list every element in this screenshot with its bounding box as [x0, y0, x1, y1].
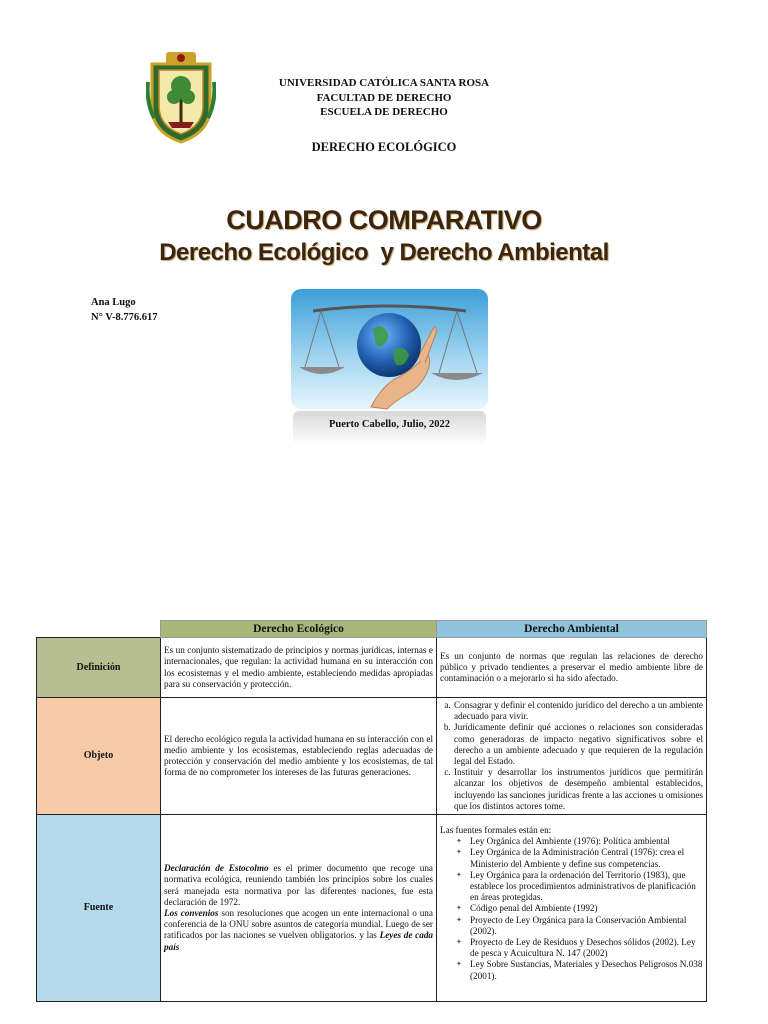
- leyes-prefix: y las: [359, 930, 380, 941]
- cell-fuente-ecologico: [161, 815, 437, 1002]
- row-label-definicion: Definición: [37, 638, 161, 698]
- empty-corner-cell: [37, 621, 161, 638]
- list-item: a. Consagrar y definir el contenido jurídico del derecho a un ambiente adecuado para vivir.: [453, 700, 703, 722]
- school-name: ESCUELA DE DERECHO: [320, 106, 448, 118]
- table-header-row: [37, 621, 707, 638]
- comparison-table: [36, 620, 707, 1002]
- estocolmo-term: Declaración de Estocolmo: [164, 863, 269, 874]
- author-name: Ana Lugo: [91, 297, 136, 308]
- col-header-ambiental: Derecho Ambiental: [437, 621, 707, 638]
- cell-fuente-ambiental: [437, 815, 707, 1002]
- table-row-fuente: [37, 815, 707, 1002]
- objeto-ambiental-list: [440, 700, 703, 812]
- estocolmo-text: es el primer documento que recoge una normativa ecológica, reuniendo también los principios sobre los cuales será manejada esta normativa por las diferentes naciones, fue esta declaración de 1972.: [164, 863, 433, 907]
- fuentes-intro: Las fuentes formales están en:: [440, 825, 552, 836]
- list-item: ✦ Ley Orgánica del Ambiente (1976): Política ambiental: [470, 836, 703, 847]
- document-subtitle: Derecho Ecológico y Derecho Ambiental: [159, 239, 609, 266]
- convenios-term: Los convenios: [164, 908, 219, 919]
- col-header-ecologico: Derecho Ecológico: [161, 621, 437, 638]
- row-label-fuente: Fuente: [37, 815, 161, 1002]
- cell-objeto-ecologico: El derecho ecológico regula la actividad humana en su interacción con el medio ambiente y los ecosistemas, estableciendo reglas adecuadas de protección y conservación del medio ambiente y los ecosistemas, de tal forma de no comprometer los intereses de las futuras generaciones.: [161, 698, 437, 815]
- list-item: b. Jurídicamente definir qué acciones o relaciones son consideradas como generadoras de impacto negativo significativos sobre el derecho a un ambiente adecuado y que requieren de la regulación legal del Estado.: [453, 722, 703, 767]
- convenios-text: son resoluciones que acogen un ente internacional o una conferencia de la ONU sobre asuntos de categoría mundial. Luego de ser ratificados por las naciones se vuelven obligatorios.: [164, 908, 433, 941]
- cell-objeto-ambiental: [437, 698, 707, 815]
- author-id: N° V-8.776.617: [91, 312, 158, 323]
- list-item: ✦ Ley Sobre Sustancias, Materiales y Desechos Peligrosos N.038 (2001).: [470, 959, 703, 981]
- subject-title: DERECHO ECOLÓGICO: [311, 140, 457, 154]
- list-item: ✦ Ley Orgánica para la ordenación del Territorio (1983), que establece los procedimientos administrativos de planificación en áreas protegidas.: [470, 870, 703, 904]
- list-item: c. Instituir y desarrollar los instrumentos jurídicos que permitirán alcanzar los objetivos de desempeño ambiental establecidos, incluyendo las sanciones jurídicas frente a las acciones u omisiones que los distintos actores tome.: [453, 767, 703, 812]
- university-name: UNIVERSIDAD CATÓLICA SANTA ROSA: [278, 77, 490, 89]
- list-item: ✦ Proyecto de Ley de Residuos y Desechos sólidos (2002). Ley de pesca y Acuicultura N. 147 (2002): [470, 937, 703, 959]
- place-date: Puerto Cabello, Julio, 2022: [328, 419, 451, 430]
- faculty-name: FACULTAD DE DERECHO: [316, 92, 452, 104]
- cell-definicion-ambiental: Es un conjunto de normas que regulan las relaciones de derecho público y privado tendientes a preservar el medio ambiente libre de contaminación o a mejorarlo si ha sido afectado.: [437, 638, 707, 698]
- table-row-objeto: [37, 698, 707, 815]
- document-title: CUADRO COMPARATIVO: [226, 205, 542, 235]
- list-item: ✦ Ley Orgánica de la Administración Central (1976): crea el Ministerio del Ambiente y define sus competencias.: [470, 847, 703, 869]
- cell-definicion-ecologico: Es un conjunto sistematizado de principios y normas jurídicas, internas e internacionales, que regulan: la actividad humana en su interacción con los ecosistemas y el medio ambiente, estableciendo medidas apropiadas para su conservación y protección.: [161, 638, 437, 698]
- row-label-objeto: Objeto: [37, 698, 161, 815]
- fuentes-list: [440, 836, 703, 982]
- table-row-definicion: [37, 638, 707, 698]
- list-item: ✦ Proyecto de Ley Orgánica para la Conservación Ambiental (2002).: [470, 915, 703, 937]
- list-item: ✦ Código penal del Ambiente (1992): [470, 903, 703, 914]
- leyes-term: Leyes de cada país: [164, 930, 434, 952]
